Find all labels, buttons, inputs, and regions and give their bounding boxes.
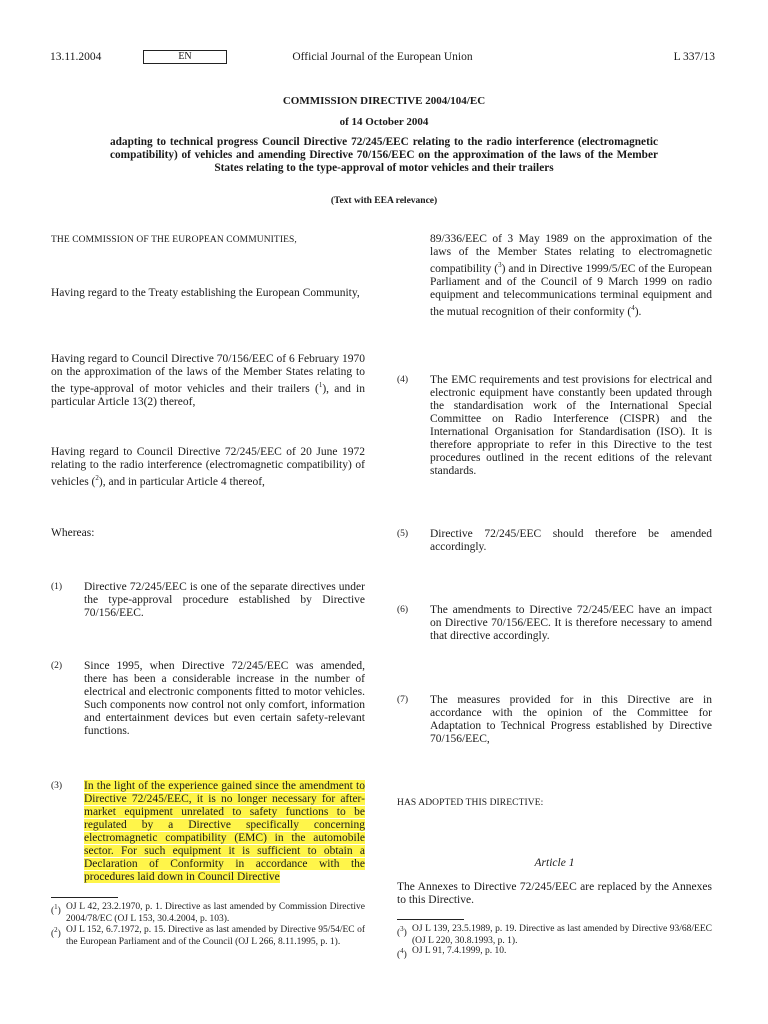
footnote-text: OJ L 42, 23.2.1970, p. 1. Directive as last amended by Commission Directive 2004/78/EC (OJ L 153, 30.4.2004, p. 103). [66, 902, 365, 924]
recital-number: (1) [51, 582, 63, 592]
continuation-text-b: ) and in Directive 1999/5/EC of the European Parliament and of the Council of 9 March 1999 on radio equipment and telecommunications terminal equipment and the mutual recognition of their conformity ( [430, 262, 712, 318]
recital-text: Since 1995, when Directive 72/245/EEC was amended, there has been a considerable increase in the number of electrical and electronic components fitted to motor vehicles. Such components now control not only comfort, information and entertainment devices but even certain safety-relevant functions. [84, 660, 366, 737]
language-badge: EN [143, 50, 227, 64]
recital-number: (4) [397, 375, 409, 385]
directive-title: COMMISSION DIRECTIVE 2004/104/EC [282, 95, 486, 107]
citation-72-245 [51, 446, 365, 489]
recital-text-highlighted [84, 780, 365, 884]
citation-70-156 [51, 353, 365, 409]
recital-number: (2) [51, 661, 63, 671]
footnote-mark: ($^4$) [397, 947, 407, 961]
page-header [50, 51, 715, 67]
recital-number: (5) [397, 529, 409, 539]
recital-number: (3) [51, 781, 63, 791]
directive-date: of 14 October 2004 [339, 116, 429, 128]
recital-text: The EMC requirements and test provisions for electrical and electronic equipment have constantly been updated through the standardisation work of the International Special Committee on Radio Interference (CISPR) and the International Organisation for Standardisation (ISO). It is therefore appropriate to refer in this Directive to the test procedures outlined in the recent editions of the relevant standards. [430, 374, 712, 477]
recital-text: Directive 72/245/EEC is one of the separate directives under the type-approval procedure established by Directive 70/156/EEC. [84, 581, 365, 619]
adopted-heading: HAS ADOPTED THIS DIRECTIVE: [397, 798, 544, 808]
footnote-ref-2[interactable]: 2 [95, 474, 99, 482]
footnote-rule [397, 919, 464, 920]
footnote-text: OJ L 91, 7.4.1999, p. 10. [412, 946, 507, 956]
footnote-mark-num: 4 [400, 947, 404, 955]
continuation-text-c: ). [634, 305, 642, 318]
recital-text: The measures provided for in this Directive are in accordance with the opinion of the Committee for Adaptation to Technical Progress established by Directive 70/156/EEC, [430, 694, 712, 745]
eea-relevance: (Text with EEA relevance) [330, 196, 438, 206]
citation-70-156-text: Having regard to Council Directive 70/156/EEC of 6 February 1970 on the approximation of the laws of the Member States relating to the type-approval of motor vehicles and their trailers ( [51, 353, 365, 395]
recital-text: The amendments to Directive 72/245/EEC have an impact on Directive 70/156/EEC. It is therefore necessary to amend that directive accordingly. [430, 604, 712, 642]
footnote-ref-1[interactable]: 1 [318, 381, 323, 389]
citation-70-156-tail: ), and in particular Article 13(2) thereof, [51, 382, 365, 408]
footnote-mark: ($^1$) [51, 903, 61, 917]
footnote-mark-num: 2 [54, 926, 58, 934]
directive-subject: adapting to technical progress Council Directive 72/245/EEC relating to the radio interference (electromagnetic compatibility) of vehicles and amending Directive 70/156/EEC on the approximation of the laws of the Member States relating to the type-approval of motor vehicles and their trailers [110, 136, 658, 174]
footnote-mark: ($^3$) [397, 925, 407, 939]
citation-72-245-text: Having regard to Council Directive 72/245/EEC of 20 June 1972 relating to the radio interference (electromagnetic compatibility) of vehicles ( [51, 446, 365, 488]
article-heading: Article 1 [534, 857, 575, 869]
footnote-ref-4[interactable]: 4 [631, 303, 635, 312]
whereas-heading: Whereas: [51, 527, 95, 539]
recital-number: (7) [397, 695, 409, 705]
footnote-mark-num: 1 [54, 903, 58, 911]
journal-title: Official Journal of the European Union [292, 51, 473, 63]
recital-text [430, 233, 712, 319]
footnote-mark-num: 3 [400, 925, 404, 933]
page-number: L 337/13 [673, 51, 715, 63]
highlight-span[interactable]: In the light of the experience gained since the amendment to Directive 72/245/EEC, it is no longer necessary for after-market equipment unrelated to safety functions to be regulated by a Directive specifically concerning electromagnetic compatibility (EMC) in the automobile sector. For such equipment it is sufficient to obtain a Declaration of Conformity in accordance with the procedures laid down in Council Directive [84, 780, 365, 883]
publication-date: 13.11.2004 [50, 51, 102, 63]
recital-text: Directive 72/245/EEC should therefore be amended accordingly. [430, 528, 712, 553]
footnote-mark: ($^2$) [51, 926, 61, 940]
citation-72-245-tail: ), and in particular Article 4 thereof, [98, 475, 265, 488]
footnote-rule [51, 897, 118, 898]
recital-number: (6) [397, 605, 409, 615]
article-text: The Annexes to Directive 72/245/EEC are replaced by the Annexes to this Directive. [397, 881, 712, 906]
commission-heading: THE COMMISSION OF THE EUROPEAN COMMUNITIES, [51, 235, 297, 245]
continuation-text-a: 89/336/EEC of 3 May 1989 on the approximation of the laws of the Member States relating to electromagnetic compatibility ( [430, 233, 712, 275]
footnote-text: OJ L 152, 6.7.1972, p. 15. Directive as last amended by Directive 95/54/EC of the European Parliament and of the Council (OJ L 266, 8.11.1995, p. 1). [66, 925, 365, 947]
footnote-text: OJ L 139, 23.5.1989, p. 19. Directive as last amended by Directive 93/68/EEC (OJ L 220, 30.8.1993, p. 1). [412, 924, 712, 946]
citation-treaty: Having regard to the Treaty establishing the European Community, [51, 287, 360, 299]
footnote-ref-3[interactable]: 3 [498, 261, 502, 269]
